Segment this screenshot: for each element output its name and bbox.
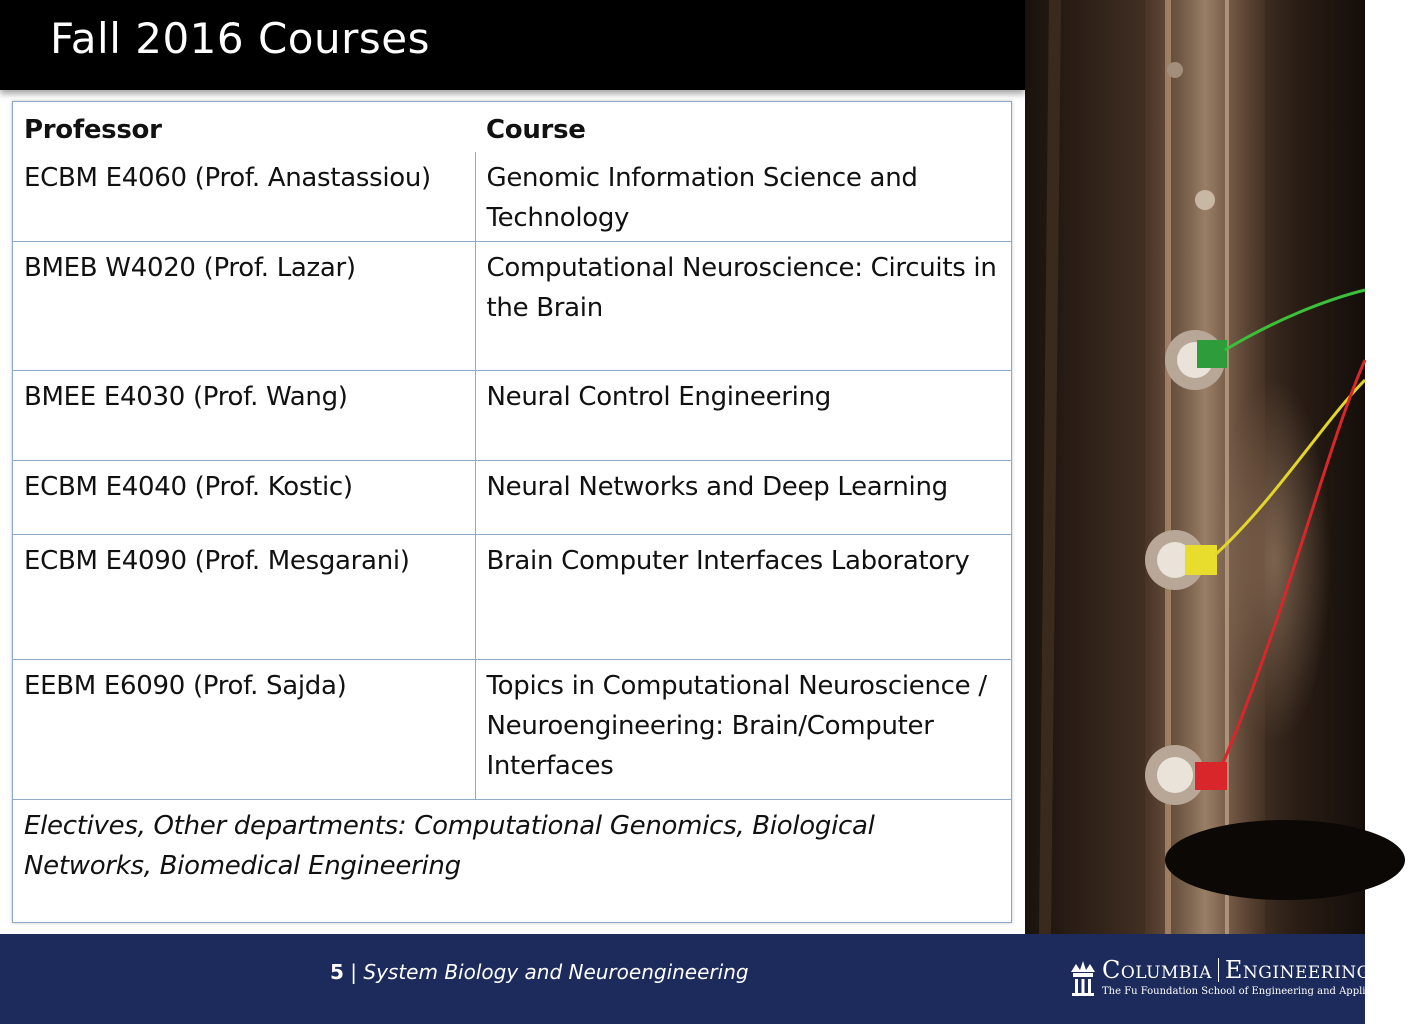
logo-subtitle: The Fu Foundation School of Engineering and Applied Science bbox=[1102, 986, 1421, 997]
logo-divider bbox=[1218, 958, 1219, 982]
footer-bar bbox=[0, 934, 1421, 1024]
logo-left-text: Columbia bbox=[1102, 956, 1212, 984]
header-professor: Professor bbox=[24, 115, 162, 145]
slide-title: Fall 2016 Courses bbox=[50, 14, 430, 63]
page-number: 5 bbox=[330, 960, 344, 984]
professor-cell: BMEB W4020 (Prof. Lazar) bbox=[13, 241, 475, 370]
title-bar bbox=[0, 0, 1025, 90]
professor-cell: ECBM E4090 (Prof. Mesgarani) bbox=[13, 534, 475, 659]
table-row bbox=[13, 460, 1011, 534]
electrode-photo bbox=[1025, 0, 1365, 934]
electives-note: Electives, Other departments: Computational Genomics, Biological Networks, Biomedical Engineering bbox=[13, 799, 1011, 922]
table-row bbox=[13, 152, 1011, 241]
logo-right-text: Engineering bbox=[1224, 956, 1371, 984]
professor-cell: EEBM E6090 (Prof. Sajda) bbox=[13, 659, 475, 799]
table-row bbox=[13, 659, 1011, 799]
columbia-engineering-logo bbox=[1068, 956, 1421, 1002]
presentation-name: System Biology and Neuroengineering bbox=[363, 960, 749, 984]
course-cell: Brain Computer Interfaces Laboratory bbox=[475, 534, 1011, 659]
course-cell: Neural Control Engineering bbox=[475, 370, 1011, 460]
course-cell: Topics in Computational Neuroscience / Neuroengineering: Brain/Computer Interfaces bbox=[475, 659, 1011, 799]
table-header-row bbox=[13, 102, 1011, 152]
table-row bbox=[13, 534, 1011, 659]
professor-cell: ECBM E4040 (Prof. Kostic) bbox=[13, 460, 475, 534]
electrode-photo-illustration bbox=[1025, 0, 1365, 934]
table-row bbox=[13, 370, 1011, 460]
course-cell: Neural Networks and Deep Learning bbox=[475, 460, 1011, 534]
course-cell: Genomic Information Science and Technology bbox=[486, 163, 918, 233]
professor-cell: ECBM E4060 (Prof. Anastassiou) bbox=[13, 152, 475, 241]
footer-caption bbox=[330, 960, 749, 984]
table-row bbox=[13, 241, 1011, 370]
table-row bbox=[13, 799, 1011, 922]
caption-separator: | bbox=[343, 960, 364, 984]
course-table bbox=[12, 101, 1012, 923]
crown-icon bbox=[1068, 958, 1098, 998]
logo-wordmark bbox=[1102, 956, 1371, 984]
professor-cell: BMEE E4030 (Prof. Wang) bbox=[13, 370, 475, 460]
course-cell: Computational Neuroscience: Circuits in the Brain bbox=[475, 241, 1011, 370]
header-course: Course bbox=[486, 115, 586, 145]
